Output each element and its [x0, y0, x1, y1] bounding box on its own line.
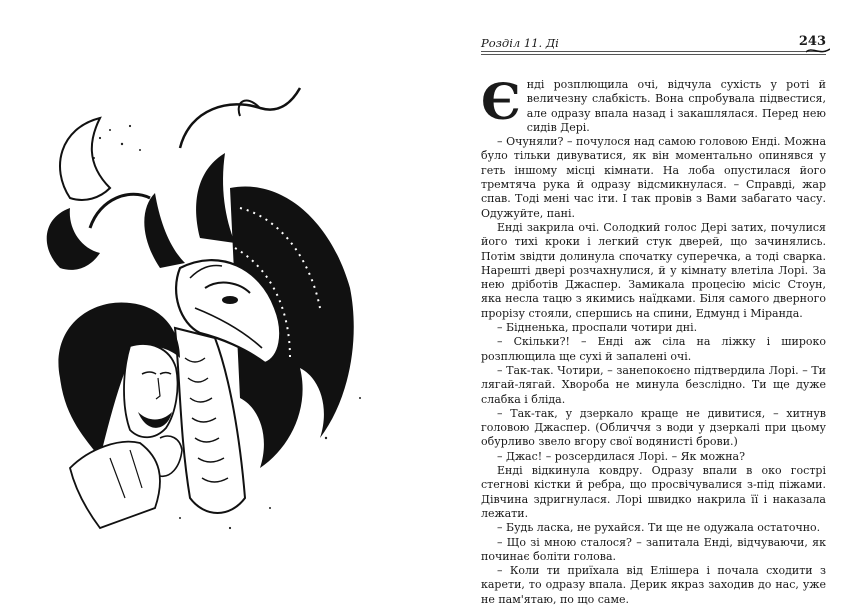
header-rule-double — [481, 54, 826, 55]
page-number: 243 — [798, 34, 826, 49]
paragraph: Енді закрила очі. Солодкий голос Дері затих, почулися його тихі кроки і легкий стук дверей, що зачинялись. Потім звідти долинула спочатку суперечка, а тоді сварка. Нарешті двері розчахнулися, й у кімнату влетіла Лорі. За нею дріботів Джаспер. Замикала процесію місіс Стоун, яка несла тацю з якимись наїдками. Біля самого дверного прорізу стояли, спершись на спини, Едмунд і Міранда. — [481, 220, 826, 320]
paragraph: – Будь ласка, не рухайся. Ти ще не одужала остаточно. — [497, 521, 821, 535]
paragraph: – Що зі мною сталося? – запитала Енді, відчуваючи, як починає боліти голова. — [481, 535, 826, 563]
paragraph: Енді відкинула ковдру. Одразу впали в око гострі стегнові кістки й ребра, що просвічувалися з-під піжами. Дівчина здригнулася. Лорі швидко накрила її і наказала лежати. — [481, 464, 826, 520]
paragraph: – Бідненька, проспали чотири дні. — [497, 321, 698, 335]
paragraph — [481, 72, 826, 135]
paragraph: – Очуняли? – почулося над самою головою Енді. Можна було тільки дивуватися, як він моментально опинявся у геть іншому місці кімнати. На лоба опустилася його тремтяча рука й одразу відсмикнулася. – Справді, жар спав. Тоді мені час іти. І так провів з Вами забагато часу. Одужуйте, пані. — [481, 135, 826, 220]
body-text — [481, 72, 826, 607]
left-page — [0, 0, 425, 601]
paragraph-text: нді розплющила очі, відчула сухість у роті й величезну слабкість. Вона спробувала підвестися, але одразу впала назад і закашлялася. Перед нею сидів Дері. — [526, 78, 826, 134]
drop-cap: Є — [481, 72, 521, 131]
paragraph: – Скільки?! – Енді аж сіла на ліжку і широко розплющила ще сухі й запалені очі. — [481, 335, 826, 363]
paragraph: – Так-так. Чотири, – занепокоєно підтвердила Лорі. – Ти лягай-лягай. Хвороба не минула безслідно. Ти ще дуже слабка і бліда. — [481, 363, 826, 406]
header-swash-ornament — [806, 46, 830, 56]
running-head — [481, 34, 826, 56]
paragraph: – Коли ти приїхала від Елішера і почала сходити з карети, то одразу впала. Дерик якраз заходив до нас, уже не пам'ятаю, по що саме. — [481, 564, 826, 606]
paragraph: – Джас! – розсердилася Лорі. – Як можна? — [497, 449, 746, 463]
right-page — [425, 0, 850, 606]
paragraph: – Так-так, у дзеркало краще не дивитися, – хитнув головою Джаспер. (Обличчя з води у дзеркалі при цьому обурливо звело вгору свої водянисті брови.) — [481, 406, 826, 449]
chapter-title: Розділ 11. Ді — [481, 36, 559, 50]
dragon-and-man-ink-illustration — [30, 78, 390, 548]
header-rule — [481, 51, 826, 52]
